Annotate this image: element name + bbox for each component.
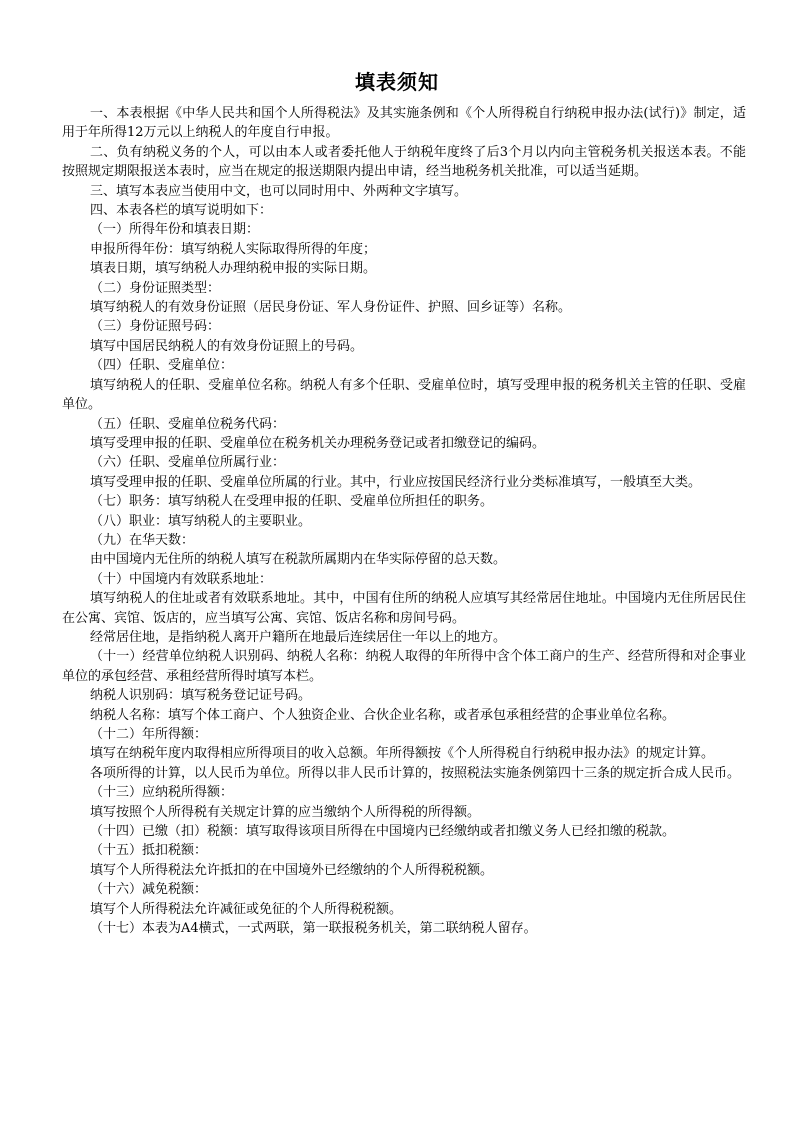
paragraph: 填写受理申报的任职、受雇单位所属的行业。其中，行业应按国民经济行业分类标准填写，一般填至大类。: [90, 474, 702, 490]
paragraph: （十七）本表为A4横式，一式两联，第一联报税务机关，第二联纳税人留存。: [90, 921, 537, 937]
paragraph: 纳税人识别码：填写税务登记证号码。: [90, 688, 312, 704]
paragraph: （六）任职、受雇单位所属行业：: [90, 455, 286, 471]
paragraph: （十二）年所得额：: [90, 727, 208, 742]
paragraph: （十四）已缴（扣）税额：填写取得该项目所得在中国境内已经缴纳或者扣缴义务人已经扣缴的税款。: [90, 824, 676, 840]
paragraph: 填表日期，填写纳税人办理纳税申报的实际日期。: [90, 261, 377, 277]
paragraph: （二）身份证照类型：: [90, 280, 221, 296]
paragraph: （十）中国境内有效联系地址：: [90, 571, 273, 587]
paragraph: 各项所得的计算，以人民币为单位。所得以非人民币计算的，按照税法实施条例第四十三条的规定折合成人民币。: [90, 765, 741, 781]
paragraph: 由中国境内无住所的纳税人填写在税款所属期内在华实际停留的总天数。: [90, 552, 507, 568]
paragraph: （一）所得年份和填表日期：: [90, 222, 260, 238]
page-title: 填表须知: [355, 70, 439, 94]
paragraph: （三）身份证照号码：: [90, 319, 221, 335]
paragraph: 填写纳税人的任职、受雇单位名称。纳税人有多个任职、受雇单位时，填写受理申报的税务机关主管的任职、受雇单位。: [62, 377, 746, 413]
paragraph: 申报所得年份：填写纳税人实际取得所得的年度；: [90, 241, 377, 257]
paragraph: （八）职业：填写纳税人的主要职业。: [90, 513, 312, 529]
paragraph: 填写在纳税年度内取得相应所得项目的收入总额。年所得额按《个人所得税自行纳税申报办法》的规定计算。: [90, 746, 715, 762]
paragraph: （十五）抵扣税额：: [90, 843, 208, 859]
paragraph: （九）在华天数：: [90, 532, 195, 548]
paragraph: （十六）减免税额：: [90, 882, 208, 898]
paragraph: 填写按照个人所得税有关规定计算的应当缴纳个人所得税的所得额。: [90, 804, 481, 820]
paragraph: （十一）经营单位纳税人识别码、纳税人名称：纳税人取得的年所得中含个体工商户的生产、经营所得和对企事业单位的承包经营、承租经营所得时填写本栏。: [62, 649, 746, 684]
paragraph: 填写受理申报的任职、受雇单位在税务机关办理税务登记或者扣缴登记的编码。: [90, 435, 546, 451]
paragraph: 三、填写本表应当使用中文，也可以同时用中、外两种文字填写。: [90, 183, 468, 199]
paragraph: 填写纳税人的住址或者有效联系地址。其中，中国有住所的纳税人应填写其经常居住地址。中国境内无住所居民住在公寓、宾馆、饭店的，应当填写公寓、宾馆、饭店名称和房间号码。: [62, 591, 746, 626]
paragraph: 纳税人名称：填写个体工商户、个人独资企业、合伙企业名称，或者承包承租经营的企事业单位名称。: [90, 707, 676, 723]
paragraph: 填写个人所得税法允许抵扣的在中国境外已经缴纳的个人所得税税额。: [90, 862, 494, 878]
paragraph: （四）任职、受雇单位：: [90, 358, 234, 374]
paragraph: 填写个人所得税法允许减征或免征的个人所得税税额。: [90, 901, 403, 917]
paragraph: （五）任职、受雇单位税务代码：: [90, 416, 286, 432]
paragraph: 填写纳税人的有效身份证照（居民身份证、军人身份证件、护照、回乡证等）名称。: [90, 300, 572, 316]
paragraph: 二、负有纳税义务的个人，可以由本人或者委托他人于纳税年度终了后3个月以内向主管税务机关报送本表。不能按照规定期限报送本表时，应当在规定的报送期限内提出申请，经当地税务机关批准，可以适当延期。: [62, 144, 746, 180]
paragraph: （十三）应纳税所得额：: [90, 785, 234, 801]
paragraph: 四、本表各栏的填写说明如下：: [90, 203, 273, 219]
paragraph: 一、本表根据《中华人民共和国个人所得税法》及其实施条例和《个人所得税自行纳税申报办法(试行)》制定，适用于年所得12万元以上纳税人的年度自行申报。: [62, 106, 746, 141]
instructions-body: [62, 104, 746, 938]
paragraph: 经常居住地，是指纳税人离开户籍所在地最后连续居住一年以上的地方。: [90, 629, 507, 645]
paragraph: 填写中国居民纳税人的有效身份证照上的号码。: [90, 338, 364, 354]
paragraph: （七）职务：填写纳税人在受理申报的任职、受雇单位所担任的职务。: [90, 494, 494, 510]
